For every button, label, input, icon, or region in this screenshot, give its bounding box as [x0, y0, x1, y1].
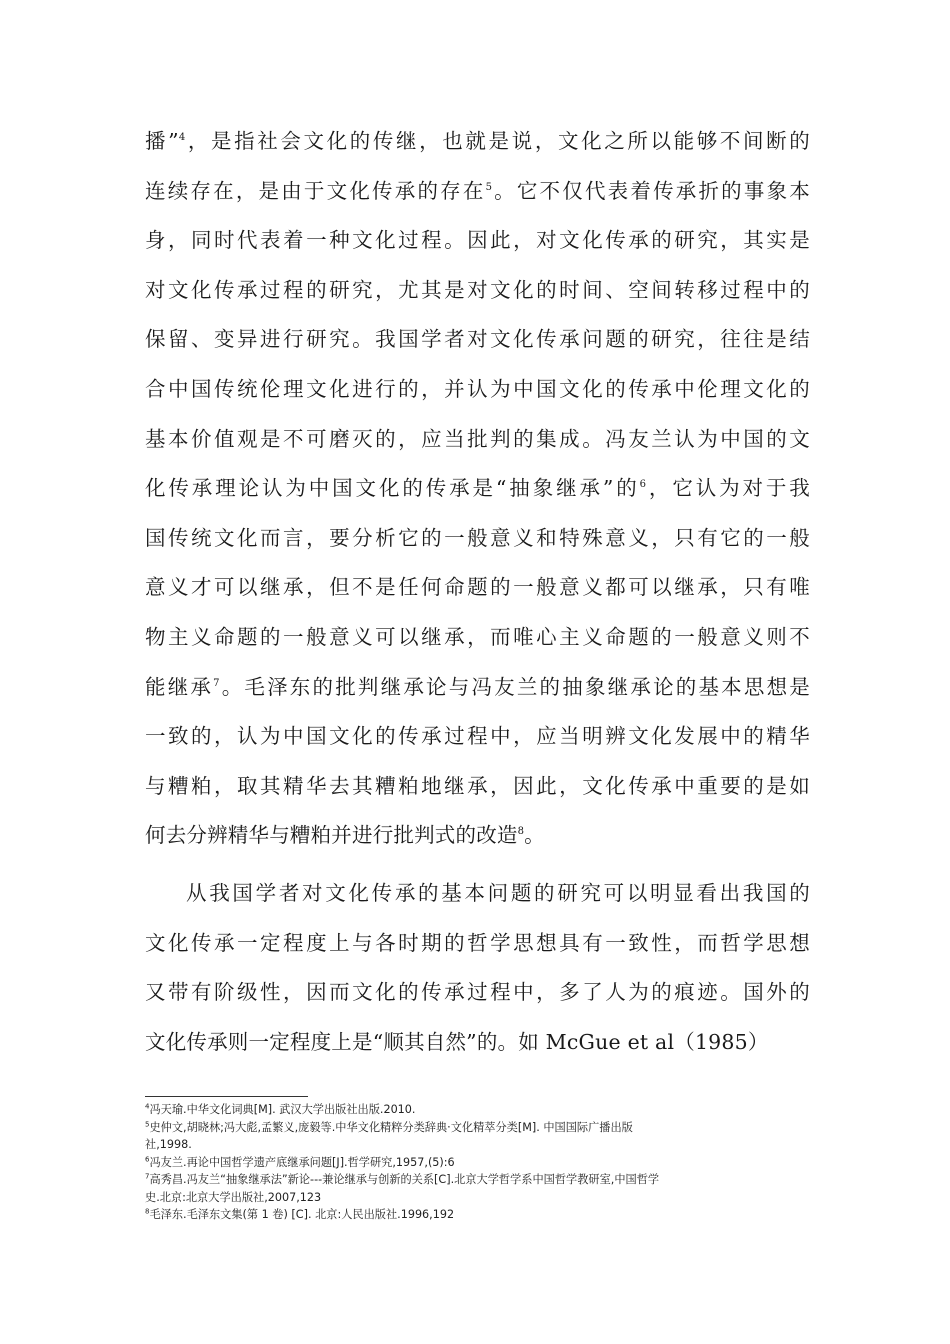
text-segment: 能继承 [145, 674, 214, 699]
text-line [145, 464, 810, 514]
footnote-ref: 7 [213, 677, 220, 689]
text-segment: 何去分辨精华与糟粕并进行批判式的改造 [145, 823, 518, 848]
text-line [145, 117, 810, 167]
text-segment: 身，同时代表着一种文化过程。因此，对文化传承的研究，其实是 [145, 228, 810, 253]
text-segment: 意义才可以继承，但不是任何命题的一般意义都可以继承，只有唯 [145, 575, 810, 600]
footnote-line [145, 1136, 810, 1154]
text-segment: 化传承理论认为中国文化的传承是“抽象继承”的 [145, 476, 640, 501]
text-segment: 国传统文化而言，要分析它的一般意义和特殊意义，只有它的一般 [145, 525, 810, 550]
footnote-number: 8 [145, 1207, 150, 1216]
footnote-line [145, 1119, 810, 1137]
text-segment: 基本价值观是不可磨灭的，应当批判的集成。冯友兰认为中国的文 [145, 426, 810, 451]
text-segment: 又带有阶级性，因而文化的传承过程中，多了人为的痕迹。国外的 [145, 980, 810, 1005]
text-segment: 从我国学者对文化传承的基本问题的研究可以明显看出我国的 [186, 880, 810, 905]
paragraph-2 [145, 869, 810, 1067]
footnote-ref: 5 [485, 181, 493, 193]
footnote-line [145, 1189, 810, 1207]
paragraph-1 [145, 117, 810, 861]
text-segment: ，它认为对于我 [646, 476, 811, 501]
text-line [145, 315, 810, 365]
text-line [145, 216, 810, 266]
text-line [145, 365, 810, 415]
text-line [145, 663, 810, 713]
footnote-number: 5 [145, 1119, 150, 1128]
text-line [145, 968, 810, 1018]
footnote-line [145, 1101, 810, 1119]
footnote-text: 社,1998. [145, 1138, 192, 1151]
text-segment: 物主义命题的一般意义可以继承，而唯心主义命题的一般意义则不 [145, 624, 810, 649]
footnote-text: 史仲文,胡晓林;冯大彪,孟繁义,庞毅等.中华文化精粹分类辞典·文化精萃分类[M]. 中国国际广播出版 [149, 1120, 633, 1134]
text-line [145, 712, 810, 762]
text-segment: 文化传承一定程度上与各时期的哲学思想具有一致性，而哲学思想 [145, 930, 810, 955]
text-segment: ，是指社会文化的传继，也就是说，文化之所以能够不间断的 [185, 129, 810, 153]
text-segment: 播” [145, 129, 179, 153]
footnote-ref: 8 [517, 826, 525, 838]
footnote-text: 毛泽东.毛泽东文集(第 1 卷) [C]. 北京:人民出版社.1996,192 [149, 1208, 455, 1221]
text-segment: 。它不仅代表着传承折的事象本 [492, 178, 811, 203]
text-line [145, 762, 810, 812]
text-segment: 文化传承则一定程度上是“顺其自然”的。如 McGue et al（1985） [145, 1029, 769, 1054]
footnote-text: 高秀昌.冯友兰“抽象继承法”新论---兼论继承与创新的关系[C].北京大学哲学系中国哲学教研室,中国哲学 [149, 1173, 660, 1186]
footnote-text: 冯天瑜.中华文化词典[M]. 武汉大学出版社出版.2010. [149, 1103, 416, 1116]
footnote-line [145, 1171, 810, 1189]
text-line [145, 514, 810, 564]
footnote-text: 冯友兰.再论中国哲学遗产底继承问题[J].哲学研究,1957,(5):6 [149, 1155, 455, 1169]
text-line [145, 869, 810, 919]
text-line [145, 415, 810, 465]
footnote-ref: 4 [178, 132, 186, 144]
body-text [145, 117, 810, 1067]
text-line [145, 613, 810, 663]
text-segment: 连续存在，是由于文化传承的存在 [145, 178, 486, 203]
footnote-number: 6 [145, 1154, 150, 1163]
text-line [145, 266, 810, 316]
text-segment: 合中国传统伦理文化进行的，并认为中国文化的传承中伦理文化的 [145, 376, 810, 401]
footnote-line [145, 1206, 810, 1224]
footnote-number: 7 [145, 1172, 150, 1181]
text-segment: 与糟粕，取其精华去其糟粕地继承，因此，文化传承中重要的是如 [145, 773, 810, 798]
text-segment: 一致的，认为中国文化的传承过程中，应当明辨文化发展中的精华 [145, 724, 810, 749]
footnote-separator [145, 1096, 308, 1097]
text-line [145, 811, 810, 861]
text-segment: 。 [524, 823, 545, 848]
text-line [145, 1018, 810, 1068]
footnotes [145, 1101, 810, 1224]
text-line [145, 167, 810, 217]
text-line [145, 563, 810, 613]
text-segment: 对文化传承过程的研究，尤其是对文化的时间、空间转移过程中的 [145, 277, 810, 302]
text-line [145, 919, 810, 969]
footnote-ref: 6 [639, 479, 647, 491]
footnote-line [145, 1154, 810, 1172]
text-segment: 。毛泽东的批判继承论与冯友兰的抽象继承论的基本思想是 [219, 674, 810, 699]
text-segment: 保留、变异进行研究。我国学者对文化传承问题的研究，往往是结 [145, 327, 810, 352]
footnote-number: 4 [145, 1102, 150, 1111]
footnote-text: 史.北京:北京大学出版社,2007,123 [145, 1190, 322, 1204]
